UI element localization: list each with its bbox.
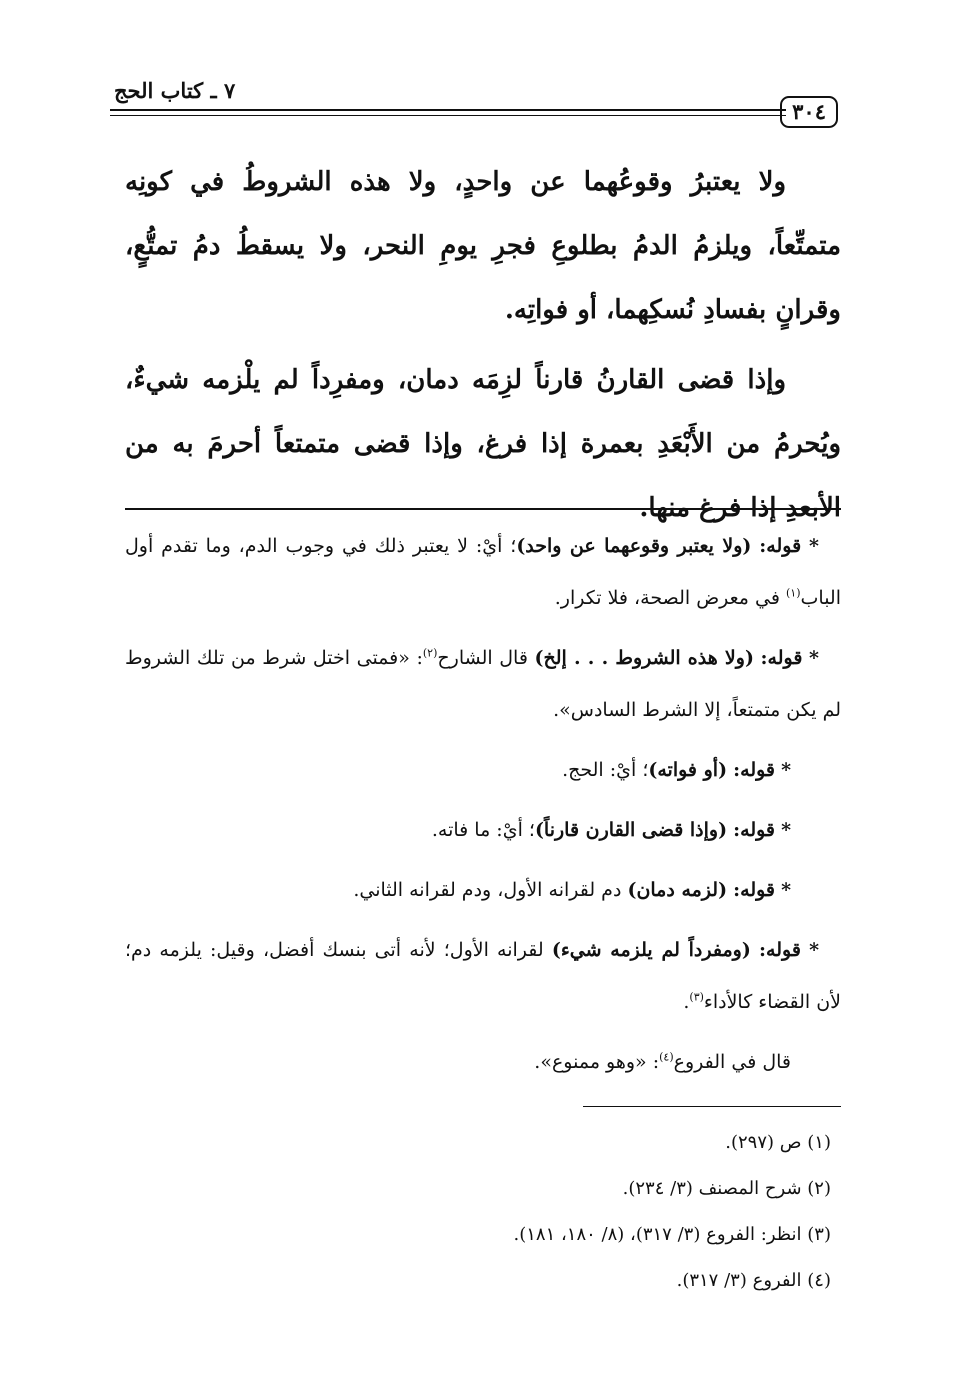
quoted-matn: (ولا يعتبر وقوعهما عن واحد): [516, 535, 752, 557]
commentary-text: : «وهو ممنوع».: [534, 1051, 660, 1073]
commentary-item-5: [125, 864, 841, 916]
qawluhu-label: قوله:: [733, 759, 776, 781]
matn-separator: [125, 508, 841, 510]
header-rule: [110, 109, 786, 116]
footnote-text: ص (٢٩٧).: [725, 1132, 802, 1153]
commentary-text: قال الشارح: [437, 647, 535, 669]
commentary-item-3: [125, 744, 841, 796]
qawluhu-label: قوله:: [760, 647, 803, 669]
commentary-item-6: [125, 924, 841, 1028]
footnote-number: (٤): [807, 1270, 831, 1291]
bullet-star: *: [781, 879, 791, 901]
commentary-text: في معرض الصحة، فلا تكرار.: [554, 587, 786, 609]
page-header: [110, 78, 838, 132]
qawluhu-label: قوله:: [733, 819, 776, 841]
footnote-separator: [583, 1106, 841, 1107]
footnote-number: (١): [807, 1132, 831, 1153]
commentary-text: دم لقرانه الأول، ودم لقرانه الثاني.: [353, 879, 628, 901]
commentary-item-4: [125, 804, 841, 856]
commentary-item-1: [125, 520, 841, 624]
matn-paragraph-1: ولا يعتبرُ وقوعُهما عن واحدٍ، ولا هذه الشروطُ في كونِه متمتِّعاً، ويلزمُ الدمُ بطلوعِ فجرِ يومِ النحر، ولا يسقطُ دمُ تمتُّعٍ، وقرانٍ بفسادِ نُسكِهما، أو فواتِه.: [125, 167, 841, 325]
quoted-matn: (لزمه دمان): [627, 879, 728, 901]
footnote-text: الفروع (٣/ ٣١٧).: [676, 1270, 802, 1291]
matn-paragraph-2: وإذا قضى القارنُ قارناً لزِمَه دمان، ومفرِداً لم يلْزمه شيءٌ، ويُحرمُ من الأَبْعَدِ بعمرة إذا فرغ، وإذا قضى متمتعاً أحرمَ به من الأبعدِ إذا فرغ منها.: [125, 365, 841, 523]
footnote-4: [125, 1258, 841, 1304]
commentary-text: لقرانه الأول؛ لأنه أتى بنسك أفضل، وقيل: يلزمه دم؛ لأن القضاء كالأداء: [125, 939, 841, 1013]
footnote-ref: (٤): [659, 1050, 674, 1064]
quoted-matn: (ولا هذه الشروط . . . إلخ): [534, 647, 754, 669]
footnote-1: [125, 1120, 841, 1166]
commentary-text: قال في الفروع: [673, 1051, 791, 1073]
bullet-star: *: [809, 535, 819, 557]
footnote-ref: (٣): [689, 990, 704, 1004]
footnote-number: (٣): [807, 1224, 831, 1245]
quoted-matn: (أو فواته): [648, 759, 728, 781]
footnotes: [125, 1120, 841, 1304]
qawluhu-label: قوله:: [733, 879, 776, 901]
footnote-text: شرح المصنف (٣/ ٢٣٤).: [622, 1178, 802, 1199]
bullet-star: *: [781, 759, 791, 781]
qawluhu-label: قوله:: [759, 939, 801, 961]
commentary-item-7: [125, 1036, 841, 1088]
footnote-ref: (١): [786, 586, 801, 600]
running-title: ٧ ـ كتاب الحج: [110, 78, 239, 103]
bullet-star: *: [809, 939, 820, 961]
commentary-text: : «فمتى اختل شرط من تلك الشروط لم يكن متمتعاً، إلا الشرط السادس».: [125, 647, 841, 721]
commentary-text: ؛ أيْ: ما فاته.: [431, 819, 535, 841]
commentary-text: .: [683, 991, 690, 1013]
qawluhu-label: قوله:: [759, 535, 802, 557]
commentary-item-2: [125, 632, 841, 736]
commentary-text: ؛ أيْ: لا يعتبر ذلك في وجوب الدم، وما تقدم أول الباب: [125, 535, 841, 609]
quoted-matn: (وإذا قضى القارن قارناً): [534, 819, 728, 841]
footnote-text: انظر: الفروع (٣/ ٣١٧)، (٨/ ١٨٠، ١٨١).: [513, 1224, 802, 1245]
bullet-star: *: [781, 819, 791, 841]
commentary: [125, 520, 841, 1096]
quoted-matn: (ومفرداً لم يلزمه شيء): [551, 939, 751, 961]
page-number: ٣٠٤: [780, 96, 838, 128]
matn-text: [125, 150, 841, 546]
footnote-number: (٢): [807, 1178, 831, 1199]
footnote-2: [125, 1166, 841, 1212]
footnote-ref: (٢): [422, 646, 438, 660]
footnote-3: [125, 1212, 841, 1258]
bullet-star: *: [809, 647, 819, 669]
commentary-text: ؛ أيْ: الحج.: [562, 759, 649, 781]
